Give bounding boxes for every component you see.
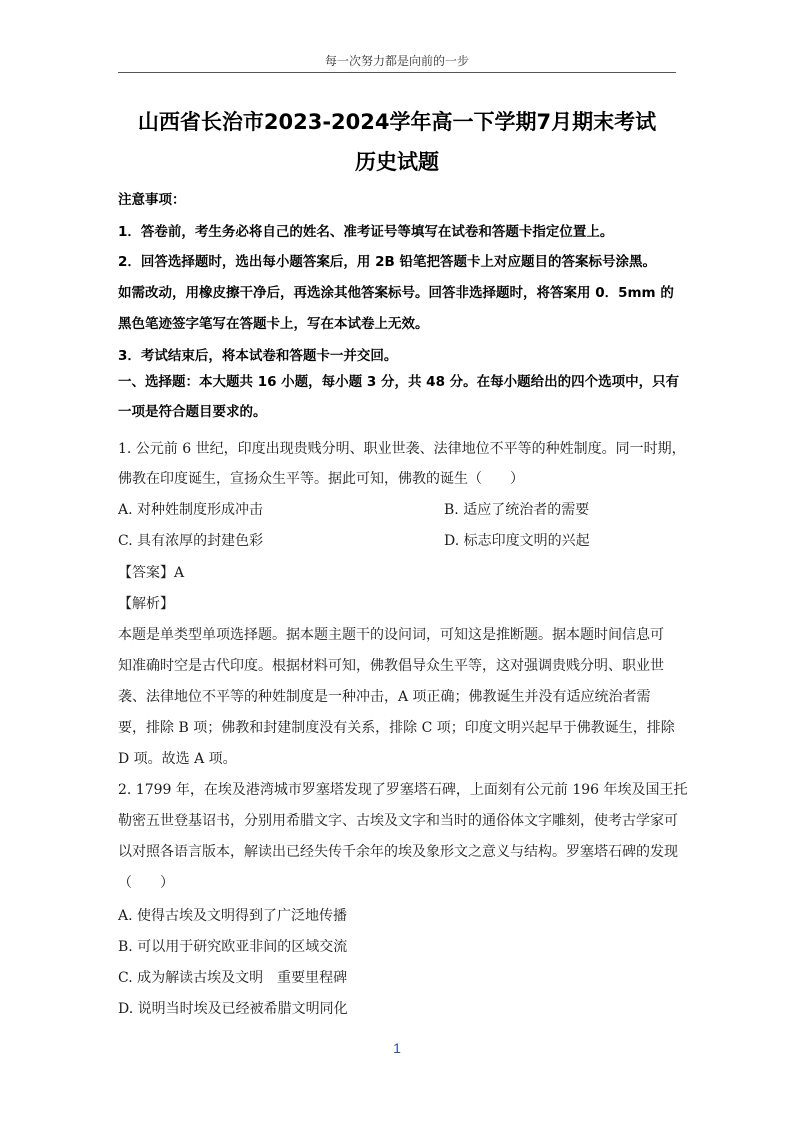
q2-option-c: C. 成为解读古埃及文明 重要里程碑	[118, 970, 348, 986]
q2-option-d: D. 说明当时埃及已经被希腊文明同化	[118, 1001, 348, 1017]
q1-analysis-line-5: D 项。故选 A 项。	[118, 751, 237, 767]
exam-title: 山西省长治市2023-2024学年高一下学期7月期末考试	[137, 110, 657, 134]
note-1: 1．答卷前，考生务必将自己的姓名、准考证号等填写在试卷和答题卡指定位置上。	[118, 224, 614, 240]
q1-option-a: A. 对种姓制度形成冲击	[118, 502, 264, 518]
q1-option-c: C. 具有浓厚的封建色彩	[118, 533, 264, 549]
q1-option-d: D. 标志印度文明的兴起	[444, 533, 590, 549]
q1-analysis-line-1: 本题是单类型单项选择题。据本题主题干的设问词，可知这是推断题。据本题时间信息可	[118, 627, 664, 643]
note-2-line-1: 2．回答选择题时，选出每小题答案后，用 2B 铅笔把答题卡上对应题目的答案标号涂黑。	[118, 254, 656, 270]
q2-stem-line-2: 勒密五世登基诏书，分别用希腊文字、古埃及文字和当时的通俗体文字雕刻，使考古学家可	[118, 813, 678, 829]
exam-subtitle: 历史试题	[355, 150, 439, 174]
q1-analysis-label: 【解析】	[118, 596, 174, 612]
q2-option-a: A. 使得古埃及文明得到了广泛地传播	[118, 908, 348, 924]
q1-stem-line-2: 佛教在印度诞生，宣扬众生平等。据此可知，佛教的诞生（ ）	[118, 471, 524, 487]
q2-stem-line-1: 2. 1799 年，在埃及港湾城市罗塞塔发现了罗塞塔石碑，上面刻有公元前 196 年埃及国王托	[118, 782, 688, 798]
note-2-line-3: 黑色笔迹签字笔写在答题卡上，写在本试卷上无效。	[118, 316, 429, 332]
q1-stem-line-1: 1. 公元前 6 世纪，印度出现贵贱分明、职业世袭、法律地位不平等的种姓制度。同一时期，	[118, 441, 686, 457]
q2-option-b: B. 可以用于研究欧亚非间的区域交流	[118, 939, 348, 955]
q1-analysis-line-2: 知准确时空是古代印度。根据材料可知，佛教倡导众生平等，这对强调贵贱分明、职业世	[118, 658, 664, 674]
note-3: 3．考试结束后，将本试卷和答题卡一并交回。	[118, 348, 398, 364]
note-2-line-2: 如需改动，用橡皮擦干净后，再选涂其他答案标号。回答非选择题时，将答案用 0．5mm 的	[118, 285, 674, 301]
q1-analysis-line-3: 袭、法律地位不平等的种姓制度是一种冲击，A 项正确；佛教诞生并没有适应统治者需	[118, 689, 651, 705]
section-instruction-line-1: 一、选择题：本大题共 16 小题，每小题 3 分，共 48 分。在每小题给出的四个选项中，只有	[118, 374, 680, 390]
q1-answer: 【答案】A	[118, 565, 185, 581]
page-header: 每一次努力都是向前的一步	[324, 54, 469, 68]
q1-analysis-line-4: 要，排除 B 项；佛教和封建制度没有关系，排除 C 项；印度文明兴起早于佛教诞生，排除	[118, 720, 675, 736]
header-rule	[118, 72, 676, 73]
page-number: 1	[393, 1040, 401, 1056]
q1-option-b: B. 适应了统治者的需要	[444, 502, 590, 518]
q2-stem-line-4: （ ）	[118, 875, 174, 891]
section-instruction-line-2: 一项是符合题目要求的。	[118, 404, 267, 420]
q2-stem-line-3: 以对照各语言版本，解读出已经失传千余年的埃及象形文之意义与结构。罗塞塔石碑的发现	[118, 844, 678, 860]
notes-heading: 注意事项：	[118, 192, 186, 208]
